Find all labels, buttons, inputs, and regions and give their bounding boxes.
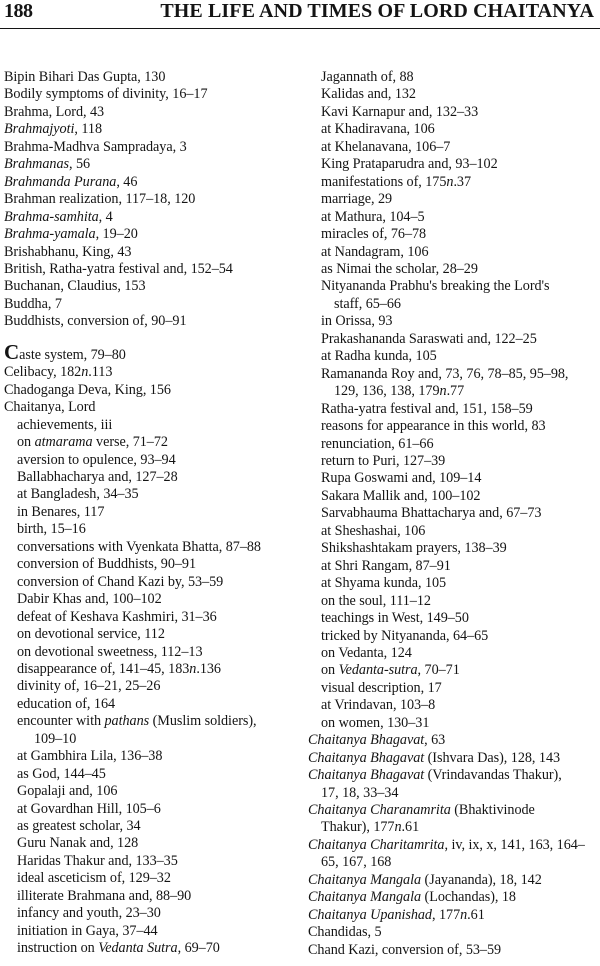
index-entry xyxy=(308,104,600,121)
index-entry xyxy=(308,139,600,156)
index-entry-text: initiation in Gaya, 37–44 xyxy=(17,922,158,939)
index-entry xyxy=(308,156,600,173)
index-entry xyxy=(308,209,600,226)
index-entry-text: , 19–20 xyxy=(95,226,138,243)
index-entry xyxy=(308,558,600,575)
index-entry-text: as God, 144–45 xyxy=(17,765,106,782)
index-entry-text: British, Ratha-yatra festival and, 152–54 xyxy=(4,260,233,277)
index-entry xyxy=(308,191,600,208)
page-number: 188 xyxy=(4,0,33,22)
index-entry-text: Chaitanya Upanishad xyxy=(308,906,432,923)
index-entry-text: Brahma-Madhva Sampradaya, 3 xyxy=(4,138,187,155)
index-entry-text: (Muslim soldiers), xyxy=(149,713,257,730)
index-entry-text: (Bhaktivinode xyxy=(450,802,535,819)
index-entry-text: , 70–71 xyxy=(417,662,460,679)
index-entry-text: Buddha, 7 xyxy=(4,295,62,312)
index-entry xyxy=(308,505,600,522)
index-entry xyxy=(4,661,306,678)
index-entry xyxy=(308,854,600,871)
index-entry-text: n xyxy=(446,173,454,190)
index-entry-text: Guru Nanak and, 128 xyxy=(17,835,139,852)
index-entry-text: n xyxy=(189,660,197,677)
index-entry-text: on devotional sweetness, 112–13 xyxy=(17,643,203,660)
index-entry-text: Ballabhacharya and, 127–28 xyxy=(17,468,178,485)
index-entry-text: miracles of, 76–78 xyxy=(321,226,427,243)
index-entry-text: , 4 xyxy=(98,208,113,225)
index-entry-text: at Bangladesh, 34–35 xyxy=(17,486,139,503)
index-entry-text: at Sheshashai, 106 xyxy=(321,522,426,539)
index-entry xyxy=(308,383,600,400)
index-entry-text: pathans xyxy=(104,713,150,730)
index-entry xyxy=(308,523,600,540)
index-entry-text: on devotional service, 112 xyxy=(17,626,165,643)
index-entry xyxy=(4,923,306,940)
index-entry-text: encounter with xyxy=(17,713,105,730)
index-entry xyxy=(308,418,600,435)
index-entry-text: Nityananda Prabhu's breaking the Lord's xyxy=(321,278,550,295)
index-entry-text: .61 xyxy=(401,819,420,836)
index-entry xyxy=(308,453,600,470)
index-entry-text: on xyxy=(17,434,35,451)
index-entry-text: Chaitanya Charitamrita xyxy=(308,836,445,853)
index-entry-text: Brishabhanu, King, 43 xyxy=(4,243,132,260)
index-entry-text: Brahma, Lord, 43 xyxy=(4,103,105,120)
index-entry-text: on Vedanta, 124 xyxy=(321,644,412,661)
index-entry xyxy=(4,86,306,103)
index-entry-text: Chadoganga Deva, King, 156 xyxy=(4,381,171,398)
index-entry xyxy=(308,86,600,103)
index-entry xyxy=(4,244,306,261)
index-entry-text: infancy and youth, 23–30 xyxy=(17,905,161,922)
index-entry xyxy=(308,313,600,330)
index-entry xyxy=(4,853,306,870)
index-entry xyxy=(308,715,600,732)
index-entry-text: 109–10 xyxy=(34,730,77,747)
index-entry xyxy=(4,174,306,191)
index-entry-text: 129, 136, 138, 179 xyxy=(334,383,440,400)
index-entry-text: return to Puri, 127–39 xyxy=(321,452,446,469)
index-entry xyxy=(4,278,306,295)
index-entry-text: Thakur), 177 xyxy=(321,819,395,836)
index-entry xyxy=(4,591,306,608)
index-entry xyxy=(4,209,306,226)
index-entry-text: Brahma-samhita xyxy=(4,208,99,225)
index-entry-text: Chaitanya Bhagavat xyxy=(308,749,425,766)
index-entry-text: Kalidas and, 132 xyxy=(321,86,416,103)
index-entry xyxy=(308,924,600,941)
index-entry xyxy=(308,907,600,924)
index-entry-text: Chaitanya Bhagavat xyxy=(308,767,425,784)
index-entry-text: , iv, ix, x, 141, 163, 164– xyxy=(444,836,585,853)
index-entry xyxy=(308,767,600,784)
index-entry xyxy=(308,244,600,261)
index-entry-text: in Orissa, 93 xyxy=(321,313,393,330)
index-entry xyxy=(308,366,600,383)
index-entry xyxy=(4,731,306,748)
index-entry-text: verse, 71–72 xyxy=(92,434,168,451)
index-entry-text: Brahmajyoti xyxy=(4,121,75,138)
index-entry xyxy=(308,872,600,889)
index-entry-text: n xyxy=(81,364,89,381)
index-entry-text: on women, 130–31 xyxy=(321,714,430,731)
index-entry xyxy=(4,296,306,313)
index-entry-text: Chaitanya Mangala xyxy=(308,889,422,906)
index-entry-text: .113 xyxy=(88,364,113,381)
section-gap xyxy=(4,331,306,344)
index-column-right xyxy=(308,69,600,959)
index-entry-text: Sarvabhauma Bhattacharya and, 67–73 xyxy=(321,505,542,522)
page-header xyxy=(4,0,596,30)
index-entry-text: at Gambhira Lila, 136–38 xyxy=(17,748,163,765)
index-entry-text: , 63 xyxy=(424,732,446,749)
index-entry xyxy=(308,593,600,610)
index-entry-text: Jagannath of, 88 xyxy=(321,69,414,85)
index-entry xyxy=(308,680,600,697)
index-entry xyxy=(4,626,306,643)
index-entry-text: Bodily symptoms of divinity, 16–17 xyxy=(4,86,208,103)
index-entry-text: on xyxy=(321,662,339,679)
index-entry-text: conversion of Buddhists, 90–91 xyxy=(17,556,196,573)
index-entry xyxy=(308,610,600,627)
index-entry-text: , 177 xyxy=(431,906,461,923)
index-entry-text: staff, 65–66 xyxy=(334,295,401,312)
index-entry xyxy=(4,644,306,661)
index-entry-text: Chaitanya Charanamrita xyxy=(308,802,451,819)
index-entry xyxy=(308,889,600,906)
index-entry-text: illiterate Brahmana and, 88–90 xyxy=(17,887,192,904)
index-entry-text: 65, 167, 168 xyxy=(321,854,392,871)
index-entry-text: n xyxy=(394,819,402,836)
index-entry-text: achievements, iii xyxy=(17,416,113,433)
index-entry-text: disappearance of, 141–45, 183 xyxy=(17,660,190,677)
index-entry-text: ideal asceticism of, 129–32 xyxy=(17,870,171,887)
index-entry-text: birth, 15–16 xyxy=(17,521,86,538)
index-entry xyxy=(4,835,306,852)
index-entry xyxy=(308,296,600,313)
index-entry-text: n xyxy=(439,383,447,400)
index-column-left xyxy=(4,69,306,958)
index-entry-text: (Lochandas), 18 xyxy=(421,889,516,906)
index-entry-text: King Prataparudra and, 93–102 xyxy=(321,156,498,173)
index-entry-text: at Mathura, 104–5 xyxy=(321,208,425,225)
index-entry-text: in Benares, 117 xyxy=(17,503,105,520)
index-entry-text: education of, 164 xyxy=(17,695,116,712)
index-entry xyxy=(4,678,306,695)
index-entry xyxy=(4,339,306,364)
index-entry-text: Bipin Bihari Das Gupta, 130 xyxy=(4,69,166,85)
index-entry xyxy=(308,662,600,679)
index-entry xyxy=(4,104,306,121)
index-entry xyxy=(4,121,306,138)
index-entry-text: conversations with Vyenkata Bhatta, 87–88 xyxy=(17,538,261,555)
index-entry-text: renunciation, 61–66 xyxy=(321,435,434,452)
index-entry xyxy=(308,348,600,365)
index-entry-text: marriage, 29 xyxy=(321,191,393,208)
index-entry-text: .37 xyxy=(453,173,472,190)
index-entry xyxy=(4,417,306,434)
index-entry xyxy=(308,174,600,191)
index-entry-text: (Jayananda), 18, 142 xyxy=(421,871,542,888)
header-rule xyxy=(0,28,600,29)
index-entry-text: at Shri Rangam, 87–91 xyxy=(321,557,451,574)
index-entry xyxy=(4,783,306,800)
index-entry-text: as Nimai the scholar, 28–29 xyxy=(321,260,478,277)
index-entry-text: , 56 xyxy=(68,156,91,173)
index-entry xyxy=(4,364,306,381)
index-entry xyxy=(4,382,306,399)
index-entry-text: Dabir Khas and, 100–102 xyxy=(17,591,162,608)
index-entry-text: (Ishvara Das), 128, 143 xyxy=(424,749,561,766)
index-entry xyxy=(4,504,306,521)
index-entry-text: Brahma-yamala xyxy=(4,226,96,243)
index-entry-text: on the soul, 111–12 xyxy=(321,592,431,609)
index-entry-text: Chaitanya, Lord xyxy=(4,399,96,416)
index-entry-text: at Khadiravana, 106 xyxy=(321,121,435,138)
index-entry-text: at Khelanavana, 106–7 xyxy=(321,138,451,155)
index-entry xyxy=(308,750,600,767)
index-entry-text: Ratha-yatra festival and, 151, 158–59 xyxy=(321,400,533,417)
index-entry xyxy=(308,819,600,836)
index-entry-text: at Nandagram, 106 xyxy=(321,243,429,260)
index-entry xyxy=(308,470,600,487)
index-entry-text: visual description, 17 xyxy=(321,679,442,696)
index-entry-text: Chaitanya Bhagavat xyxy=(308,732,425,749)
index-entry-text: at Govardhan Hill, 105–6 xyxy=(17,800,161,817)
index-entry xyxy=(4,261,306,278)
index-entry xyxy=(4,905,306,922)
running-head: THE LIFE AND TIMES OF LORD CHAITANYA xyxy=(160,0,594,22)
index-entry xyxy=(308,69,600,86)
index-entry xyxy=(4,556,306,573)
index-entry-text: Sakara Mallik and, 100–102 xyxy=(321,487,481,504)
index-entry-text: as greatest scholar, 34 xyxy=(17,818,141,835)
index-entry xyxy=(4,940,306,957)
index-entry xyxy=(4,521,306,538)
index-entry-text: at Vrindavan, 103–8 xyxy=(321,697,436,714)
index-entry xyxy=(4,539,306,556)
index-entry-text: aversion to opulence, 93–94 xyxy=(17,451,176,468)
index-entry xyxy=(4,434,306,451)
index-entry-text: , 69–70 xyxy=(177,940,220,957)
index-entry-text: n xyxy=(460,906,468,923)
index-entry-text: conversion of Chand Kazi by, 53–59 xyxy=(17,573,224,590)
index-entry xyxy=(4,226,306,243)
index-entry xyxy=(4,888,306,905)
index-entry xyxy=(4,766,306,783)
index-entry xyxy=(308,575,600,592)
index-entry xyxy=(308,628,600,645)
index-entry xyxy=(308,942,600,959)
index-entry-text: Vedanta Sutra xyxy=(98,940,178,957)
index-entry-text: teachings in West, 149–50 xyxy=(321,610,469,627)
index-entry-text: , 46 xyxy=(116,173,138,190)
index-entry-text: divinity of, 16–21, 25–26 xyxy=(17,678,161,695)
index-entry-text: Rupa Goswami and, 109–14 xyxy=(321,470,482,487)
index-entry-text: .77 xyxy=(446,383,465,400)
index-entry-text: Brahman realization, 117–18, 120 xyxy=(4,191,196,208)
index-entry-text: tricked by Nityananda, 64–65 xyxy=(321,627,489,644)
index-entry xyxy=(308,785,600,802)
index-entry-text: Brahmanas xyxy=(4,156,69,173)
index-entry-text: Buddhists, conversion of, 90–91 xyxy=(4,313,187,330)
index-entry-text: at Shyama kunda, 105 xyxy=(321,575,447,592)
index-entry-text: Haridas Thakur and, 133–35 xyxy=(17,852,178,869)
index-entry-text: atmarama xyxy=(34,434,93,451)
index-entry-text: Prakashananda Saraswati and, 122–25 xyxy=(321,330,537,347)
index-entry xyxy=(308,401,600,418)
index-entry-text: .61 xyxy=(467,906,485,923)
index-entry xyxy=(4,156,306,173)
index-entry-text: Chand Kazi, conversion of, 53–59 xyxy=(308,941,502,958)
index-entry-text: Brahmanda Purana xyxy=(4,173,117,190)
index-entry-text: 17, 18, 33–34 xyxy=(321,784,399,801)
index-entry xyxy=(4,818,306,835)
index-entry xyxy=(308,121,600,138)
index-entry xyxy=(4,69,306,86)
index-entry-text: manifestations of, 175 xyxy=(321,173,447,190)
index-entry xyxy=(4,801,306,818)
index-entry xyxy=(4,313,306,330)
index-entry-text: defeat of Keshava Kashmiri, 31–36 xyxy=(17,608,217,625)
index-entry xyxy=(4,139,306,156)
index-entry xyxy=(4,870,306,887)
index-entry xyxy=(4,748,306,765)
index-entry xyxy=(308,802,600,819)
index-entry-text: (Vrindavandas Thakur), xyxy=(424,767,562,784)
index-entry-text: Buchanan, Claudius, 153 xyxy=(4,278,146,295)
index-entry xyxy=(308,732,600,749)
index-entry xyxy=(308,278,600,295)
index-entry xyxy=(308,837,600,854)
index-entry xyxy=(308,436,600,453)
index-entry-text: Shikshashtakam prayers, 138–39 xyxy=(321,540,507,557)
index-entry-text: Celibacy, 182 xyxy=(4,364,82,381)
index-entry-text: Chaitanya Mangala xyxy=(308,871,422,888)
index-entry-text: reasons for appearance in this world, 83 xyxy=(321,418,546,435)
index-entry xyxy=(4,574,306,591)
index-entry xyxy=(4,713,306,730)
index-entry-text: Gopalaji and, 106 xyxy=(17,783,118,800)
index-entry-text: at Radha kunda, 105 xyxy=(321,348,437,365)
index-entry-text: Chandidas, 5 xyxy=(308,924,382,941)
index-entry xyxy=(4,609,306,626)
index-entry-text: , 118 xyxy=(74,121,102,138)
index-entry xyxy=(308,540,600,557)
index-entry-text: aste system, 79–80 xyxy=(19,346,126,363)
index-entry xyxy=(308,488,600,505)
index-entry xyxy=(4,191,306,208)
section-letter: C xyxy=(4,339,20,364)
index-entry xyxy=(308,331,600,348)
index-entry xyxy=(4,469,306,486)
index-entry xyxy=(308,261,600,278)
index-entry xyxy=(308,697,600,714)
index-entry-text: Vedanta-sutra xyxy=(338,662,418,679)
index-entry xyxy=(308,226,600,243)
index-entry xyxy=(4,486,306,503)
index-entry-text: instruction on xyxy=(17,940,99,957)
index-entry xyxy=(4,696,306,713)
index-entry xyxy=(4,452,306,469)
index-entry xyxy=(308,645,600,662)
index-entry-text: .136 xyxy=(196,660,221,677)
index-entry xyxy=(4,399,306,416)
index-entry-text: Kavi Karnapur and, 132–33 xyxy=(321,103,479,120)
index-entry-text: Ramananda Roy and, 73, 76, 78–85, 95–98, xyxy=(321,365,569,382)
